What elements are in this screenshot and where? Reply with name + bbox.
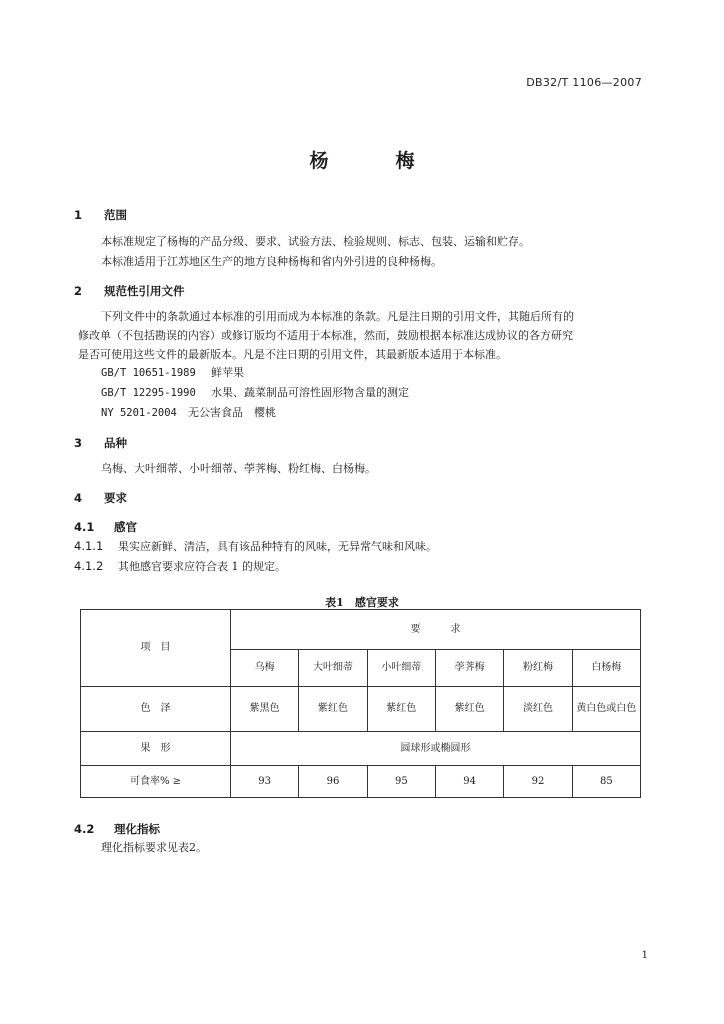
section-2-heading	[74, 283, 185, 299]
section-number: 3	[74, 436, 83, 450]
color-row	[81, 687, 641, 732]
edible-cell: 94	[435, 766, 503, 798]
section-number: 2	[74, 284, 83, 298]
edible-rate-row	[81, 766, 641, 798]
shape-row	[81, 732, 641, 766]
paragraph-line: 本标准规定了杨梅的产品分级、要求、试验方法、检验规则、标志、包装、运输和贮存。	[101, 235, 530, 248]
standard-number: DB32/T 1106—2007	[526, 76, 642, 89]
section-title: 要求	[104, 491, 127, 505]
edible-cell: 85	[572, 766, 640, 798]
reference-item	[101, 364, 244, 380]
section-number: 4.1	[74, 520, 95, 534]
section-title: 理化指标	[114, 822, 160, 836]
variety-cell: 荸荠梅	[435, 650, 503, 687]
sensory-requirements-table	[80, 609, 641, 798]
clause-4-1-2	[74, 558, 286, 574]
color-cell: 紫黑色	[231, 687, 299, 732]
paragraph-line: 理化指标要求见表2。	[101, 841, 207, 854]
section-1-heading	[74, 207, 127, 223]
requirements-header: 要 求	[231, 610, 641, 650]
shape-cell: 圆球形或椭圆形	[231, 732, 641, 766]
section-4-2-heading	[74, 821, 160, 837]
variety-cell: 粉红梅	[504, 650, 572, 687]
clause-text: 果实应新鲜、清洁，具有该品种特有的风味，无异常气味和风味。	[118, 540, 437, 553]
reference-name: 鲜苹果	[211, 366, 244, 379]
reference-name: 水果、蔬菜制品可溶性固形物含量的测定	[211, 386, 409, 399]
row-label: 果 形	[81, 732, 231, 766]
color-cell: 紫红色	[299, 687, 367, 732]
variety-cell: 白杨梅	[572, 650, 640, 687]
reference-code: GB/T 10651-1989	[101, 367, 196, 379]
edible-cell: 96	[299, 766, 367, 798]
clause-4-1-1	[74, 538, 437, 554]
color-cell: 黄白色或白色	[572, 687, 640, 732]
color-cell: 紫红色	[367, 687, 435, 732]
item-header: 项 目	[81, 610, 231, 687]
paragraph-line: 本标准适用于江苏地区生产的地方良种杨梅和省内外引进的良种杨梅。	[101, 255, 442, 268]
edible-cell: 95	[367, 766, 435, 798]
section-number: 4	[74, 491, 83, 505]
page-number: 1	[641, 950, 648, 961]
reference-code: GB/T 12295-1990	[101, 387, 196, 399]
section-title: 规范性引用文件	[104, 284, 185, 298]
color-cell: 紫红色	[435, 687, 503, 732]
section-3-heading	[74, 435, 127, 451]
paragraph-line: 乌梅、大叶细蒂、小叶细蒂、荸荠梅、粉红梅、白杨梅。	[101, 462, 376, 475]
variety-cell: 乌梅	[231, 650, 299, 687]
table-caption: 表1 感官要求	[325, 596, 399, 609]
table-header-row	[81, 610, 641, 650]
reference-code: NY 5201-2004	[101, 407, 177, 419]
row-label: 色 泽	[81, 687, 231, 732]
section-number: 4.2	[74, 822, 95, 836]
clause-text: 其他感官要求应符合表 1 的规定。	[118, 560, 286, 573]
variety-cell: 小叶细蒂	[367, 650, 435, 687]
edible-cell: 93	[231, 766, 299, 798]
paragraph-line: 修改单（不包括勘误的内容）或修订版均不适用于本标准，然而，鼓励根据本标准达成协议的各方研究	[78, 329, 573, 342]
section-title: 品种	[104, 436, 127, 450]
clause-number: 4.1.2	[74, 559, 104, 573]
document-title: 杨 梅	[309, 150, 439, 172]
reference-item	[101, 404, 276, 420]
reference-name: 无公害食品 樱桃	[188, 406, 276, 419]
clause-number: 4.1.1	[74, 539, 104, 553]
section-4-heading	[74, 490, 127, 506]
paragraph-line: 是否可使用这些文件的最新版本。凡是不注日期的引用文件，其最新版本适用于本标准。	[78, 348, 507, 361]
section-number: 1	[74, 208, 83, 222]
row-label: 可食率% ≥	[81, 766, 231, 798]
edible-cell: 92	[504, 766, 572, 798]
paragraph-line: 下列文件中的条款通过本标准的引用而成为本标准的条款。凡是注日期的引用文件，其随后所有的	[101, 310, 574, 323]
reference-item	[101, 384, 409, 400]
variety-cell: 大叶细蒂	[299, 650, 367, 687]
color-cell: 淡红色	[504, 687, 572, 732]
section-4-1-heading	[74, 519, 137, 535]
section-title: 范围	[104, 208, 127, 222]
section-title: 感官	[114, 520, 137, 534]
